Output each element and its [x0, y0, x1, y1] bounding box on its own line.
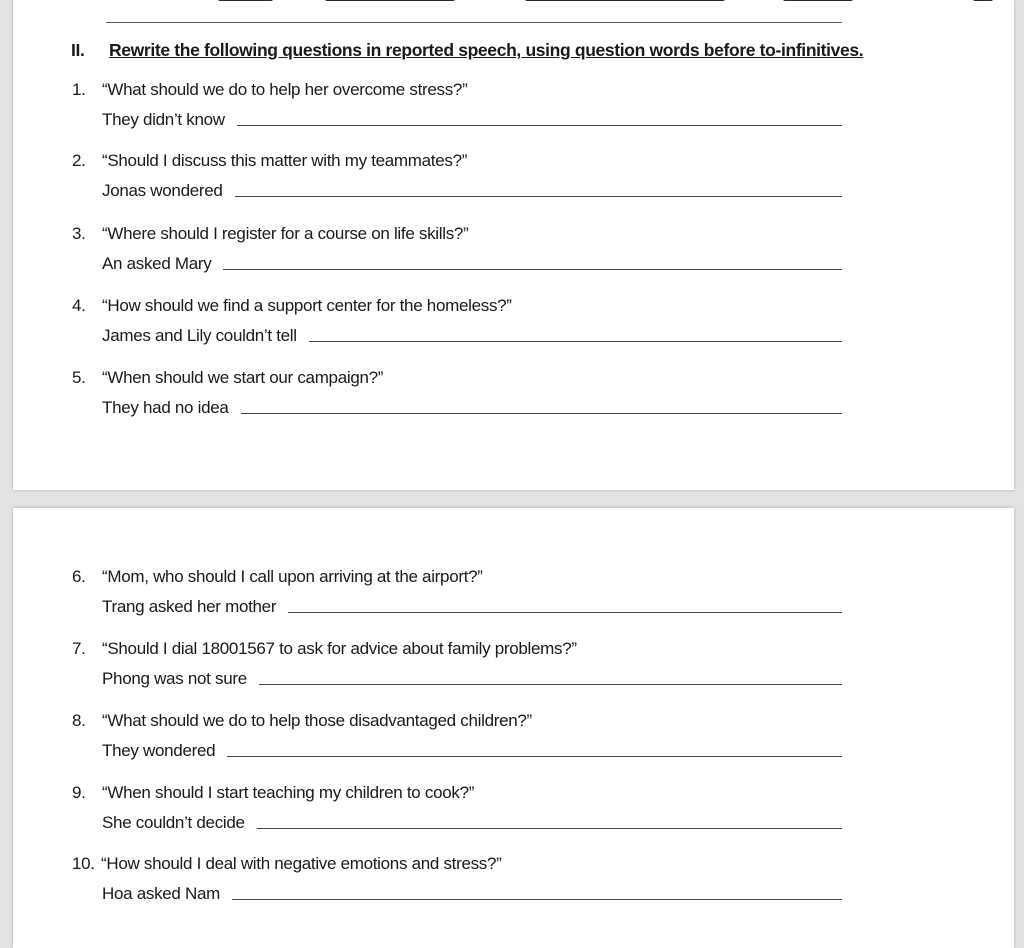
item-question: “What should we do to help those disadvantaged children?”: [102, 711, 532, 730]
header-rule: [106, 22, 842, 23]
exercise-item-9: [72, 783, 842, 833]
item-question: “How should we find a support center for the homeless?”: [102, 296, 512, 315]
exercise-item-5: [72, 368, 842, 418]
document-page-1: [13, 0, 1014, 490]
document-page-2: [13, 508, 1014, 948]
item-prompt: They wondered: [102, 741, 216, 760]
answer-line[interactable]: [309, 340, 842, 342]
exercise-item-8: [72, 711, 842, 761]
answer-line[interactable]: [223, 268, 842, 270]
item-prompt: Trang asked her mother: [102, 597, 277, 616]
answer-line[interactable]: [241, 412, 842, 414]
section-heading: [71, 40, 863, 61]
exercise-item-2: [72, 151, 842, 201]
item-question: “What should we do to help her overcome stress?”: [102, 80, 468, 99]
answer-line[interactable]: [237, 124, 842, 126]
exercise-item-1: [72, 80, 842, 130]
exercise-item-4: [72, 296, 842, 346]
item-prompt: An asked Mary: [102, 254, 212, 273]
item-number: 6.: [72, 567, 86, 586]
item-number: 7.: [72, 639, 86, 658]
exercise-item-10: [72, 854, 842, 904]
exercise-item-3: [72, 224, 842, 274]
item-question: “Where should I register for a course on life skills?”: [102, 224, 469, 243]
item-prompt: James and Lily couldn’t tell: [102, 326, 297, 345]
answer-line[interactable]: [257, 827, 842, 829]
item-question: “Should I dial 18001567 to ask for advice about family problems?”: [102, 639, 577, 658]
item-number: 3.: [72, 224, 86, 243]
item-question: “How should I deal with negative emotions and stress?”: [101, 854, 502, 873]
section-instruction: Rewrite the following questions in reported speech, using question words before to-infinitives.: [109, 40, 864, 60]
item-prompt: They had no idea: [102, 398, 229, 417]
exercise-item-7: [72, 639, 842, 689]
item-number: 2.: [72, 151, 86, 170]
item-prompt: Phong was not sure: [102, 669, 247, 688]
answer-line[interactable]: [235, 195, 842, 197]
item-question: “When should we start our campaign?”: [102, 368, 384, 387]
item-number: 5.: [72, 368, 86, 387]
item-prompt: She couldn’t decide: [102, 813, 245, 832]
item-prompt: Hoa asked Nam: [102, 884, 220, 903]
answer-line[interactable]: [232, 898, 842, 900]
item-number: 8.: [72, 711, 86, 730]
item-question: “When should I start teaching my children to cook?”: [102, 783, 475, 802]
answer-line[interactable]: [227, 755, 842, 757]
item-question: “Mom, who should I call upon arriving at the airport?”: [102, 567, 483, 586]
exercise-item-6: [72, 567, 842, 617]
item-prompt: They didn’t know: [102, 110, 225, 129]
item-number: 9.: [72, 783, 86, 802]
answer-line[interactable]: [288, 611, 842, 613]
item-number: 1.: [72, 80, 86, 99]
section-number: II.: [71, 40, 85, 60]
item-prompt: Jonas wondered: [102, 181, 223, 200]
cropped-previous-text: [13, 0, 1014, 5]
item-question: “Should I discuss this matter with my teammates?”: [102, 151, 468, 170]
answer-line[interactable]: [259, 683, 842, 685]
item-number: 4.: [72, 296, 86, 315]
item-number: 10.: [72, 854, 95, 873]
